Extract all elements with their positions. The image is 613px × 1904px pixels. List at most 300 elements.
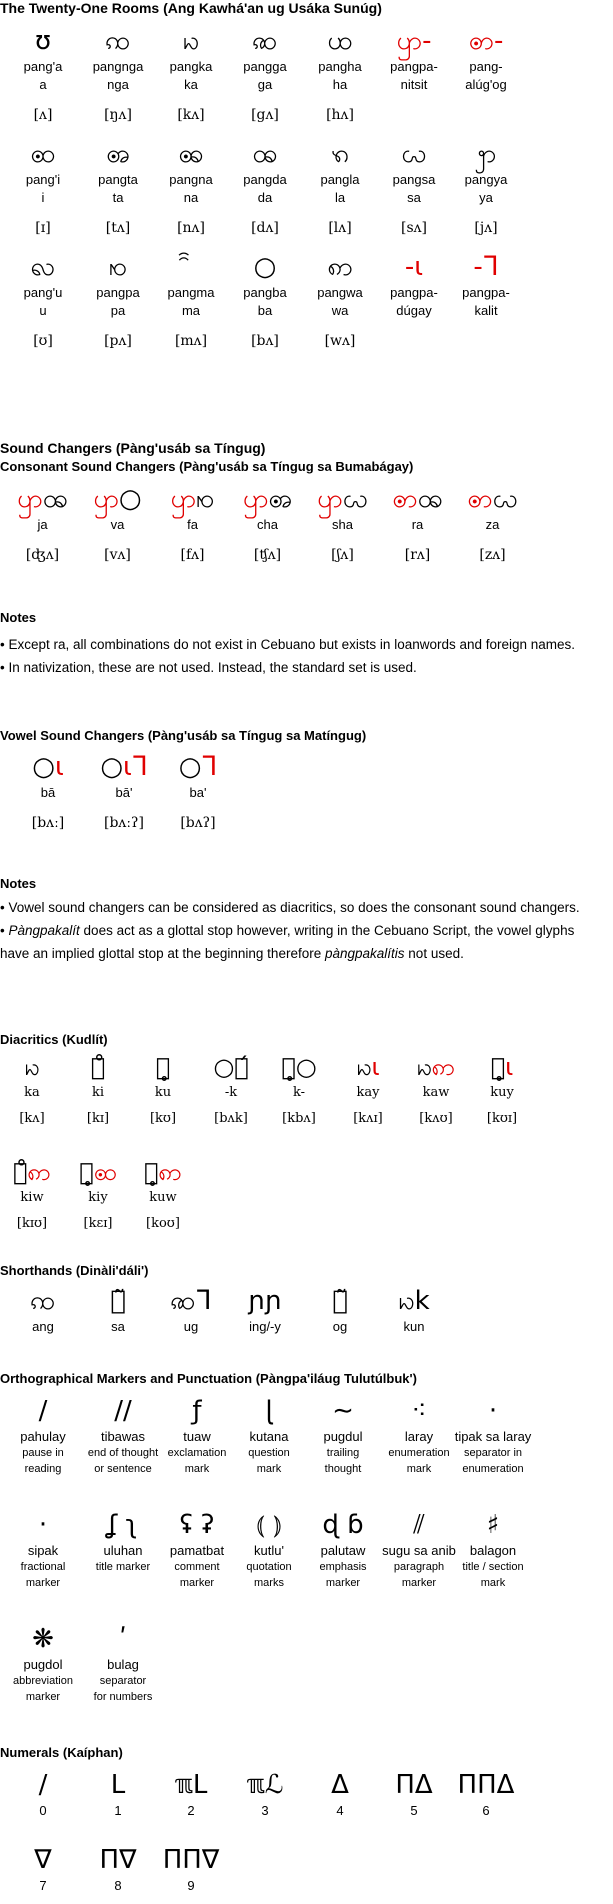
punctuation-desc: separator in	[463, 1447, 523, 1459]
letter-name: pangnga	[92, 59, 144, 74]
rooms-title: The Twenty-One Rooms (Ang Kawhá'an ug Usáka Sunúg)	[0, 0, 382, 16]
punctuation-cell	[2, 1510, 84, 1591]
shorthand-glyph: ꩮ̃	[332, 1286, 348, 1316]
letter-cell	[8, 252, 78, 350]
punctuation-glyph: ʢ ʡ	[179, 1510, 215, 1540]
punctuation-cell	[82, 1624, 164, 1705]
vowel-ipa: [bʌːʔ]	[103, 815, 145, 831]
letter-ipa: [wʌ]	[324, 333, 356, 349]
shorthand-cell	[230, 1286, 300, 1336]
script-glyph	[336, 1052, 400, 1084]
changer-sound: fa	[187, 517, 198, 532]
script-glyph	[305, 252, 375, 284]
glyph-red-mark: ꩦ	[392, 484, 418, 514]
punctuation-cell	[2, 1624, 84, 1705]
letter-name: pangka	[169, 59, 213, 74]
glyph-base: ꩱ	[327, 252, 353, 282]
glyph-base: ꩮ	[30, 252, 56, 282]
numeral-value: 8	[114, 1878, 122, 1893]
changer-ipa: [rʌ]	[404, 547, 431, 563]
punctuation-desc: exclamation	[167, 1447, 227, 1459]
letter-sound: ka	[184, 77, 198, 92]
glyph-base: ꩯ	[108, 252, 128, 282]
script-glyph	[305, 139, 375, 171]
letter-sound: na	[183, 190, 199, 205]
punctuation-desc: mark	[184, 1463, 210, 1475]
letter-sound: ba	[257, 303, 273, 318]
letter-cell	[451, 139, 521, 237]
diacritic-cell	[404, 1052, 468, 1128]
glyph-base: ꩢ	[416, 1053, 432, 1081]
script-glyph	[8, 26, 78, 58]
numeral-glyph: ℼL	[174, 1770, 208, 1800]
glyph-base: ꩢ̥	[79, 1158, 94, 1186]
letter-sound: a	[39, 77, 47, 92]
script-glyph	[451, 26, 521, 58]
letter-ipa: [hʌ]	[326, 107, 354, 123]
glyph-base: ꩤ	[327, 26, 353, 56]
diacritic-ipa: [kʌ]	[19, 1111, 45, 1126]
vowel-sound: bā'	[115, 785, 133, 800]
diacritic-ipa: [kɪʊ]	[16, 1216, 48, 1231]
script-glyph	[162, 752, 234, 784]
punctuation-desc: marker	[401, 1577, 437, 1589]
glyph-base: ꩬ	[342, 484, 368, 514]
numeral-glyph: ∇	[34, 1845, 52, 1875]
letter-sound: ga	[257, 77, 273, 92]
numeral-glyph: Π∇	[99, 1845, 137, 1875]
vowel-sound: ba'	[189, 785, 207, 800]
script-glyph	[156, 139, 226, 171]
glyph-base: ꩢ̊	[13, 1158, 28, 1186]
changer-sound: ra	[411, 517, 424, 532]
diacritic-sound: kuw	[149, 1190, 177, 1205]
glyph-red-mark: ɩᒣ	[123, 752, 148, 782]
script-glyph	[12, 752, 84, 784]
punctuation-desc: marker	[325, 1577, 361, 1589]
changer-sound: va	[110, 517, 125, 532]
diacritic-sound: ku	[154, 1085, 172, 1100]
note-item: • Vowel sound changers can be considered as diacritics, so does the consonant sound changers.	[0, 900, 580, 915]
script-glyph	[230, 139, 300, 171]
numeral-glyph: L	[110, 1770, 126, 1800]
script-glyph	[5, 484, 80, 516]
letter-sound: kalit	[474, 303, 498, 318]
diacritic-cell	[336, 1052, 400, 1128]
diacritic-sound: ki	[91, 1085, 105, 1100]
letter-name: pangpa	[96, 285, 140, 300]
letter-ipa: [sʌ]	[400, 220, 428, 236]
script-glyph	[380, 484, 455, 516]
shorthand-cell	[8, 1286, 78, 1336]
letter-sound: alúg'og	[465, 77, 507, 92]
letter-ipa: [kʌ]	[177, 107, 205, 123]
punctuation-desc: marker	[25, 1691, 61, 1703]
letter-sound: da	[257, 190, 273, 205]
letter-cell	[156, 26, 226, 124]
punctuation-desc: abbreviation	[13, 1675, 73, 1687]
letter-name: pangpa-	[462, 285, 510, 300]
diacritic-ipa: [kɪ]	[86, 1111, 110, 1126]
script-glyph	[230, 26, 300, 58]
script-glyph	[8, 139, 78, 171]
glyph-base: ꩬ	[401, 139, 427, 169]
glyph-red-mark: ꩥ	[242, 484, 269, 514]
changer-sound: ja	[37, 517, 48, 532]
glyph-red-mark: ꩱ	[431, 1053, 456, 1081]
punctuation-cell	[228, 1510, 310, 1591]
letter-ipa: [ɪ]	[35, 220, 51, 236]
shorthand-cell	[156, 1286, 226, 1336]
script-glyph	[80, 484, 155, 516]
glyph-base: ꩩ	[178, 139, 204, 169]
shorthands-title: Shorthands (Dinàli'dáli')	[0, 1263, 149, 1278]
vowel-ipa: [bʌʔ]	[180, 815, 216, 831]
vowel-sound: bā	[40, 785, 56, 800]
punctuation-name: sipak	[27, 1543, 59, 1558]
letter-sound: ya	[479, 190, 493, 205]
diacritic-ipa: [kʌʊ]	[419, 1111, 453, 1126]
numeral-glyph: ΠΔ	[395, 1770, 433, 1800]
punctuation-name: tipak sa laray	[454, 1429, 532, 1444]
changer-ipa: [vʌ]	[104, 547, 131, 563]
glyph-base: ꩪ	[252, 139, 278, 169]
punctuation-cell	[228, 1396, 310, 1477]
letter-name: pangta	[98, 172, 138, 187]
diacritic-ipa: [koʊ]	[146, 1216, 180, 1231]
script-glyph	[230, 484, 305, 516]
punctuation-desc: thought	[324, 1463, 362, 1475]
vowel-ipa: [bʌː]	[31, 815, 65, 831]
glyph-red-mark: -ᒣ	[473, 252, 499, 282]
letter-sound: ta	[112, 190, 124, 205]
glyph-red-mark: ɩ	[371, 1053, 380, 1081]
letter-name: pangwa	[317, 285, 363, 300]
letter-name: pangba	[243, 285, 287, 300]
letter-name: pang-	[469, 59, 503, 74]
letter-sound: dúgay	[396, 303, 432, 318]
punctuation-glyph: ❋	[32, 1624, 54, 1654]
diacritic-cell	[199, 1052, 263, 1128]
punctuation-desc: comment	[174, 1561, 220, 1573]
letter-sound: i	[41, 190, 45, 205]
letter-ipa: [dʌ]	[251, 220, 279, 236]
letter-sound: sa	[407, 190, 421, 205]
punctuation-name: bulag	[107, 1657, 139, 1672]
script-glyph	[156, 252, 226, 284]
script-glyph	[451, 252, 521, 284]
letter-cell	[230, 139, 300, 237]
punctuation-desc: fractional	[20, 1561, 66, 1573]
diacritic-ipa: [kʊ]	[149, 1111, 177, 1126]
punctuation-glyph: ƒ	[192, 1396, 202, 1426]
script-glyph	[156, 26, 226, 58]
glyph-red-mark: ɩ	[54, 752, 64, 782]
script-glyph	[404, 1052, 468, 1084]
diacritic-sound: kay	[356, 1085, 380, 1100]
letter-cell	[156, 139, 226, 237]
vowel-notes	[0, 896, 600, 965]
script-glyph	[83, 26, 153, 58]
changer-ipa: [fʌ]	[180, 547, 205, 563]
shorthand-glyph: ꩡ	[30, 1286, 56, 1316]
script-glyph	[470, 1052, 534, 1084]
punctuation-title: Orthographical Markers and Punctuation (Pàngpa'iláug Tulutúlbuk')	[0, 1371, 417, 1386]
diacritic-cell	[131, 1052, 195, 1128]
punctuation-cell	[378, 1396, 460, 1477]
punctuation-desc: for numbers	[93, 1691, 153, 1703]
punctuation-cell	[82, 1510, 164, 1575]
note-emphasis: pàngpakalítis	[324, 946, 405, 961]
numeral-value: 6	[482, 1803, 490, 1818]
punctuation-desc: marker	[25, 1577, 61, 1589]
letter-cell	[379, 252, 449, 332]
punctuation-desc: trailing	[326, 1447, 360, 1459]
punctuation-name: palutaw	[320, 1543, 366, 1558]
diacritic-ipa: [bʌk]	[214, 1111, 248, 1126]
punctuation-glyph: ɭ	[265, 1396, 273, 1426]
diacritic-ipa: [kbʌ]	[282, 1111, 316, 1126]
notes2-title: Notes	[0, 876, 37, 891]
diacritic-ipa: [kʌɪ]	[353, 1111, 383, 1126]
script-glyph	[131, 1052, 195, 1084]
glyph-base: ○	[32, 752, 55, 782]
glyph-base: ꩪ	[42, 484, 68, 514]
numeral-cell	[451, 1770, 521, 1820]
script-glyph	[305, 26, 375, 58]
letter-name: pang'i	[25, 172, 61, 187]
letter-name: pangda	[243, 172, 287, 187]
punctuation-desc: marks	[254, 1577, 284, 1589]
punctuation-cell	[378, 1510, 460, 1591]
glyph-base: ꩢ̥	[490, 1053, 506, 1081]
letter-sound: pa	[110, 303, 126, 318]
letter-cell	[8, 139, 78, 237]
script-glyph	[131, 1157, 195, 1189]
script-glyph	[66, 1052, 130, 1084]
glyph-red-mark: -ɩ	[404, 252, 424, 282]
changer-cell	[155, 484, 230, 564]
punctuation-cell	[156, 1510, 238, 1591]
glyph-red-mark: ꩥ	[93, 484, 119, 514]
script-glyph	[451, 139, 521, 171]
punctuation-name: pugdol	[23, 1657, 63, 1672]
diacritic-sound: kiy	[88, 1190, 108, 1205]
punctuation-desc: mark	[406, 1463, 432, 1475]
letter-cell	[8, 26, 78, 124]
glyph-red-mark: ꩧ	[93, 1158, 117, 1186]
script-glyph	[230, 252, 300, 284]
letter-cell	[379, 139, 449, 237]
punctuation-desc: mark	[256, 1463, 282, 1475]
script-glyph	[83, 252, 153, 284]
punctuation-name: sugu sa anib	[382, 1543, 456, 1558]
glyph-base: ꩣ	[252, 26, 278, 56]
letter-name: pangpa-	[390, 285, 438, 300]
notes-title: Notes	[0, 610, 37, 625]
glyph-red-mark: ᒣ	[201, 752, 218, 782]
changer-cell	[5, 484, 80, 564]
diacritic-ipa: [kʊɪ]	[486, 1111, 518, 1126]
letter-name: pangga	[243, 59, 287, 74]
letter-cell	[230, 252, 300, 350]
numeral-glyph: Δ	[331, 1770, 349, 1800]
note-item: • Except ra, all combinations do not exist in Cebuano but exists in loanwords and foreign names.	[0, 637, 576, 652]
letter-ipa: [tʌ]	[105, 220, 131, 236]
punctuation-cell	[82, 1396, 164, 1477]
shorthand-cell	[379, 1286, 449, 1336]
changer-cell	[380, 484, 455, 564]
diacritics-title: Diacritics (Kudlít)	[0, 1032, 108, 1047]
script-glyph	[0, 1052, 64, 1084]
note-item	[0, 919, 600, 965]
letter-ipa: [pʌ]	[104, 333, 132, 349]
letter-sound: u	[39, 303, 47, 318]
vowel-changer-cell	[12, 752, 84, 832]
glyph-base: ꩡ	[105, 26, 131, 56]
glyph-base: ꩢ	[182, 26, 200, 56]
punctuation-desc: end of thought	[87, 1447, 159, 1459]
letter-sound: la	[334, 190, 346, 205]
letter-cell	[305, 252, 375, 350]
script-glyph	[379, 26, 449, 58]
punctuation-glyph: ∼	[332, 1396, 354, 1426]
numeral-cell	[156, 1845, 226, 1895]
glyph-base: ꩨ	[268, 484, 293, 514]
letter-name: pangha	[318, 59, 362, 74]
punctuation-cell	[156, 1396, 238, 1477]
letter-name: pang'a	[23, 59, 63, 74]
note-item: • In nativization, these are not used. Instead, the standard set is used.	[0, 660, 417, 675]
punctuation-name: kutana	[249, 1429, 289, 1444]
glyph-base: ○ꩢ́	[213, 1053, 249, 1081]
numeral-cell	[230, 1770, 300, 1820]
vowel-changers-title: Vowel Sound Changers (Pàng'usáb sa Tíngug sa Matíngug)	[0, 728, 367, 743]
letter-ipa: [nʌ]	[177, 220, 205, 236]
changer-sound: sha	[332, 517, 353, 532]
punctuation-glyph: ·	[488, 1396, 498, 1426]
script-glyph	[379, 139, 449, 171]
letter-sound: nga	[107, 77, 129, 92]
punctuation-desc: quotation	[246, 1561, 292, 1573]
glyph-base: ꩪ	[417, 484, 443, 514]
punctuation-cell	[452, 1396, 534, 1477]
glyph-base: ꩢ̊	[90, 1053, 106, 1081]
glyph-base: ꩢ̥○	[281, 1053, 317, 1081]
shorthand-label: ug	[183, 1319, 199, 1334]
shorthand-cell	[83, 1286, 153, 1336]
numeral-value: 1	[114, 1803, 122, 1818]
punctuation-name: balagon	[469, 1543, 517, 1558]
shorthand-glyph: ꩢk	[398, 1286, 430, 1316]
script-glyph	[83, 139, 153, 171]
letter-name: pangsa	[392, 172, 436, 187]
diacritic-sound: kuy	[490, 1085, 514, 1100]
script-glyph	[455, 484, 530, 516]
punctuation-glyph: ⫽	[413, 1510, 425, 1540]
letter-cell	[305, 139, 375, 237]
glyph-red-mark: ꩱ	[27, 1158, 51, 1186]
note-text: not used.	[404, 946, 464, 961]
letter-ipa: [lʌ]	[328, 220, 352, 236]
letter-cell	[83, 252, 153, 350]
consonant-notes	[0, 633, 600, 679]
letter-name: pangla	[320, 172, 360, 187]
script-glyph	[155, 484, 230, 516]
glyph-base: ꩯ	[196, 484, 215, 514]
diacritic-cell	[0, 1157, 64, 1233]
letter-sound: wa	[331, 303, 349, 318]
punctuation-glyph: ·	[38, 1510, 48, 1540]
changer-ipa: [zʌ]	[479, 547, 506, 563]
diacritic-sound: kaw	[422, 1085, 450, 1100]
glyph-base: ○	[178, 752, 202, 782]
punctuation-name: tuaw	[183, 1429, 211, 1444]
shorthand-glyph: ɲɲ	[248, 1286, 282, 1316]
punctuation-desc: separator	[99, 1675, 147, 1687]
punctuation-name: uluhan	[103, 1543, 143, 1558]
changers-title: Sound Changers (Pàng'usáb sa Tíngug)	[0, 440, 266, 456]
script-glyph	[305, 484, 380, 516]
letter-ipa: [ŋʌ]	[104, 107, 132, 123]
glyph-base: ꩢ̥	[155, 1053, 171, 1081]
changer-cell	[80, 484, 155, 564]
letter-sound: nitsit	[400, 77, 428, 92]
consonant-changers-title: Consonant Sound Changers (Pàng'usáb sa Tíngug sa Bumabágay)	[0, 459, 414, 474]
glyph-base: ꩢ	[356, 1053, 372, 1081]
script-glyph	[379, 252, 449, 284]
punctuation-desc: emphasis	[319, 1561, 367, 1573]
shorthand-glyph: ꩬ̃	[110, 1286, 126, 1316]
numeral-value: 0	[39, 1803, 47, 1818]
shorthand-glyph: ꩣᒣ	[170, 1286, 212, 1316]
diacritic-cell	[66, 1052, 130, 1128]
script-glyph	[88, 752, 160, 784]
punctuation-name: laray	[404, 1429, 434, 1444]
glyph-base: ○	[253, 252, 277, 282]
changer-ipa: [ʧʌ]	[253, 547, 282, 563]
letter-ipa: [gʌ]	[251, 107, 279, 123]
vowel-changer-cell	[88, 752, 160, 832]
punctuation-glyph: ⦅ ⦆	[256, 1510, 282, 1540]
diacritic-ipa: [kɛɪ]	[83, 1216, 113, 1231]
punctuation-desc: reading	[24, 1463, 62, 1475]
numeral-value: 2	[187, 1803, 195, 1818]
numeral-cell	[83, 1845, 153, 1895]
punctuation-glyph: ♯	[486, 1510, 500, 1540]
glyph-red-mark: ꩥ	[17, 484, 43, 514]
diacritic-sound: k-	[292, 1085, 306, 1100]
punctuation-glyph: ɖ ɓ	[322, 1510, 364, 1540]
punctuation-name: pugdul	[323, 1429, 363, 1444]
numeral-cell	[379, 1770, 449, 1820]
punctuation-desc: title / section	[462, 1561, 524, 1573]
note-prefix: •	[0, 923, 9, 938]
letter-sound: ha	[332, 77, 348, 92]
shorthand-label: sa	[111, 1319, 125, 1334]
punctuation-desc: enumeration	[462, 1463, 524, 1475]
letter-name: pang'u	[23, 285, 63, 300]
glyph-base: ○	[118, 484, 142, 514]
punctuation-name: pahulay	[20, 1429, 66, 1444]
glyph-base: ꩧ	[30, 139, 56, 169]
punctuation-glyph: //	[114, 1396, 132, 1426]
numeral-cell	[8, 1770, 78, 1820]
punctuation-desc: pause in	[22, 1447, 64, 1459]
punctuation-desc: mark	[480, 1577, 506, 1589]
glyph-base: ꩢ̥	[144, 1158, 159, 1186]
punctuation-desc: or sentence	[94, 1463, 152, 1475]
